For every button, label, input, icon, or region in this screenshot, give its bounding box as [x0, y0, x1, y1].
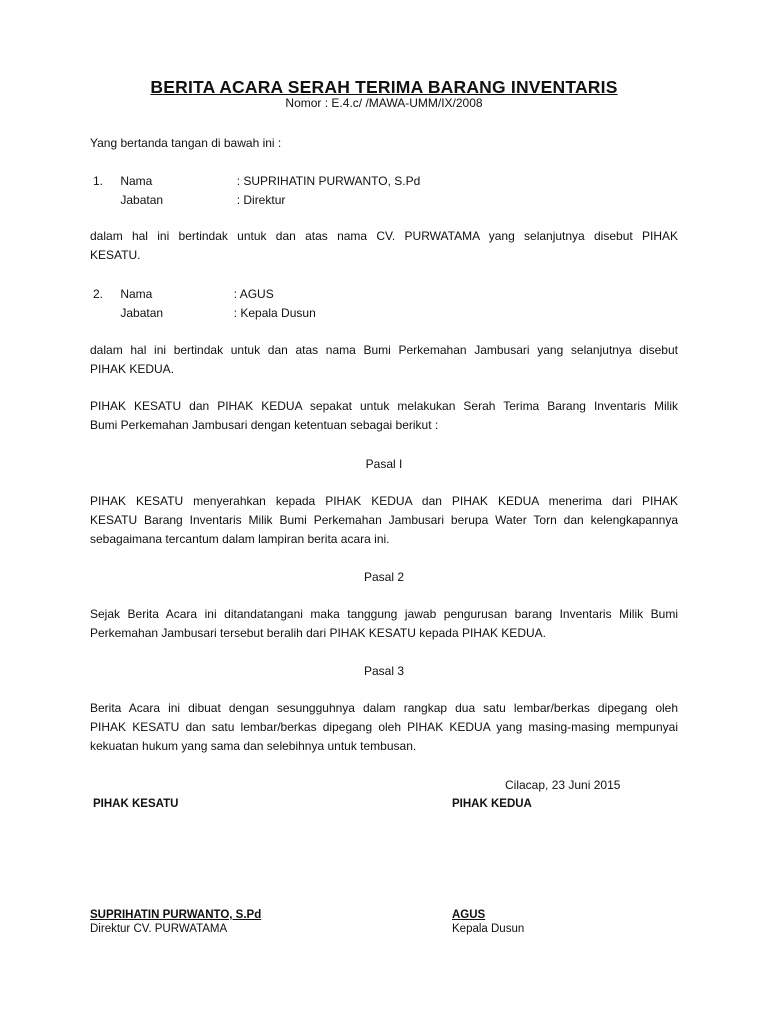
pasal-3-heading: Pasal 3 [363, 664, 405, 678]
party-1-statement [90, 227, 678, 265]
signature-right-name: AGUS [452, 909, 486, 921]
party-1-jabatan-label: Jabatan [120, 193, 164, 207]
pasal-1-line-1: PIHAK KESATU menyerahkan kepada PIHAK KEDUA dan PIHAK KEDUA menerima dari PIHAK [90, 494, 678, 508]
party-2-nama-label: Nama [120, 287, 153, 301]
pasal-2-line-1: Sejak Berita Acara ini ditandatangani maka tanggung jawab pengurusan barang Inventaris Milik Bumi [90, 607, 678, 621]
agreement-line-1: PIHAK KESATU dan PIHAK KEDUA sepakat untuk melakukan Serah Terima Barang Inventaris Milik [90, 399, 678, 413]
party-2-statement-line-1: dalam hal ini bertindak untuk dan atas nama Bumi Perkemahan Jambusari yang selanjutnya disebut [90, 343, 678, 357]
party-2-statement [90, 341, 678, 379]
party-1-nama-value: : SUPRIHATIN PURWANTO, S.Pd [236, 174, 421, 188]
pasal-1-heading: Pasal I [365, 457, 403, 471]
party-1-details [93, 172, 420, 210]
pasal-1-line-3: sebagaimana tercantum dalam lampiran berita acara ini. [90, 532, 390, 546]
pasal-3-line-1: Berita Acara ini dibuat dengan sesungguhnya dalam rangkap dua satu lembar/berkas dipegang oleh [90, 701, 678, 715]
signature-left-name: SUPRIHATIN PURWANTO, S.Pd [90, 909, 262, 921]
party-2-jabatan-label: Jabatan [120, 306, 164, 320]
party-1-statement-line-2: KESATU. [90, 248, 141, 262]
pasal-1-line-2: KESATU Barang Inventaris Milik Bumi Perkemahan Jambusari berupa Water Torn dan kelengkapannya [90, 513, 678, 527]
party-1-nama-label: Nama [120, 174, 153, 188]
party-2-number: 2. [93, 287, 104, 301]
party-1-statement-line-1: dalam hal ini bertindak untuk dan atas nama CV. PURWATAMA yang selanjutnya disebut PIHAK [90, 229, 678, 243]
place-and-date: Cilacap, 23 Juni 2015 [505, 778, 621, 792]
pasal-2-line-2: Perkemahan Jambusari tersebut beralih dari PIHAK KESATU kepada PIHAK KEDUA. [90, 626, 546, 640]
pasal-3-paragraph [90, 699, 678, 756]
party-2-statement-line-2: PIHAK KEDUA. [90, 362, 175, 376]
signature-right-role: Kepala Dusun [452, 923, 525, 935]
intro-text: Yang bertanda tangan di bawah ini : [90, 136, 282, 150]
document-title: BERITA ACARA SERAH TERIMA BARANG INVENTARIS [150, 77, 618, 97]
party-2-nama-value: : AGUS [233, 287, 274, 301]
signature-right-heading: PIHAK KEDUA [452, 798, 532, 810]
agreement-paragraph [90, 397, 678, 435]
party-1-jabatan-value: : Direktur [236, 193, 286, 207]
pasal-3-line-2: PIHAK KESATU dan satu lembar/berkas dipegang oleh PIHAK KEDUA yang masing-masing mempunyai [90, 720, 678, 734]
party-2-details [93, 285, 316, 323]
agreement-line-2: Bumi Perkemahan Jambusari dengan ketentuan sebagai berikut : [90, 418, 439, 432]
party-2-jabatan-value: : Kepala Dusun [233, 306, 316, 320]
pasal-2-paragraph [90, 605, 678, 643]
signature-left-heading: PIHAK KESATU [93, 798, 179, 810]
pasal-1-paragraph [90, 492, 678, 549]
party-1-number: 1. [93, 174, 104, 188]
pasal-3-line-3: kekuatan hukum yang sama dan selebihnya untuk tembusan. [90, 739, 417, 753]
pasal-2-heading: Pasal 2 [363, 570, 405, 584]
signature-left-role: Direktur CV. PURWATAMA [90, 923, 228, 935]
document-number: Nomor : E.4.c/ /MAWA-UMM/IX/2008 [285, 96, 483, 110]
